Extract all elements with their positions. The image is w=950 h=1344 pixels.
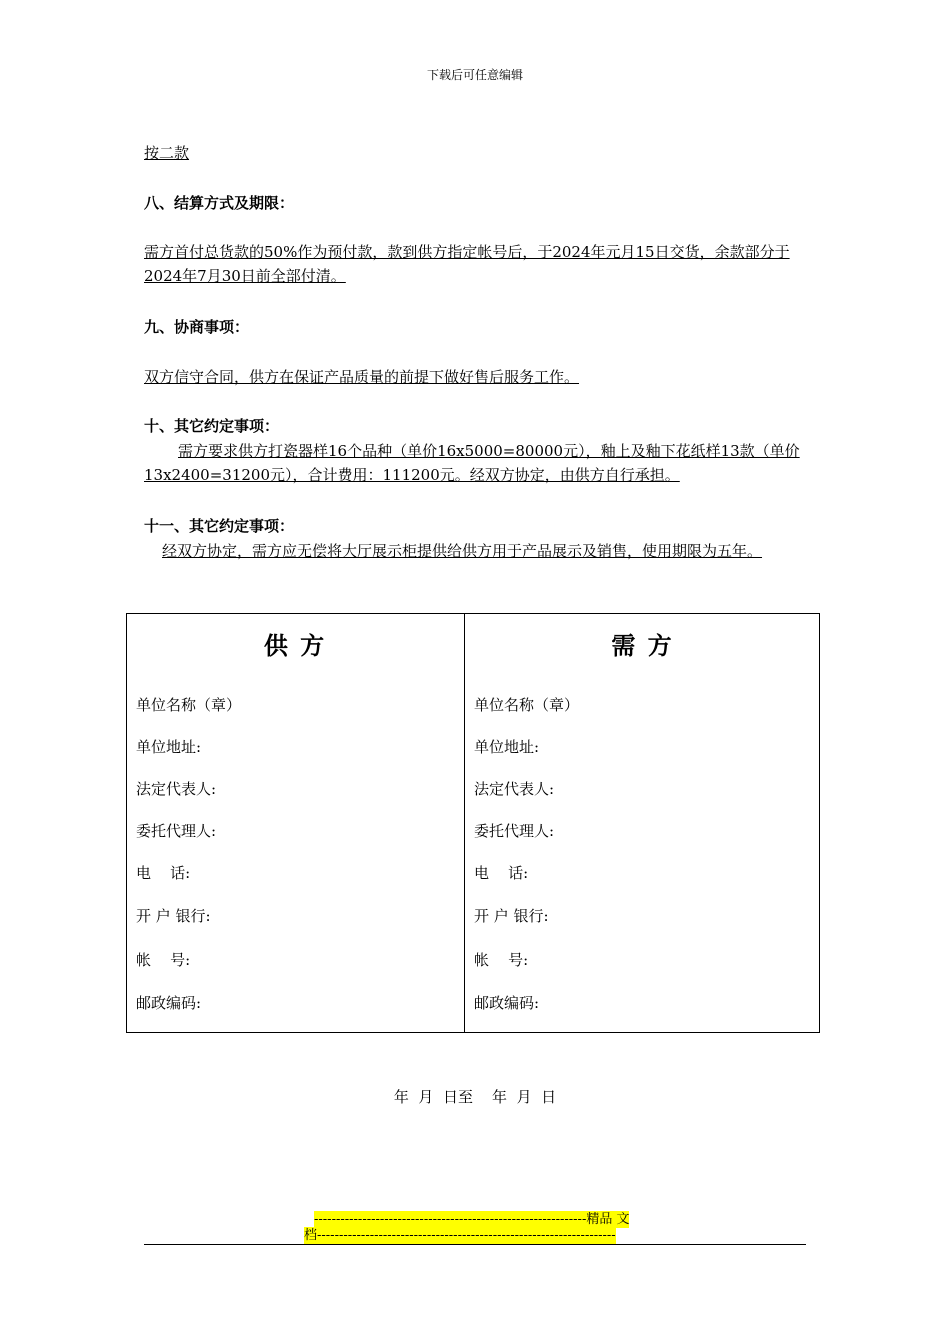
supplier-field-legal-rep: 法定代表人: (136, 780, 217, 798)
buyer-field-account: 帐 号: (474, 951, 529, 969)
page-header: 下载后可任意编辑 (426, 68, 523, 82)
table-column-divider (464, 613, 465, 1033)
supplier-heading: 供 方 (263, 631, 327, 660)
signature-table (126, 613, 820, 1033)
supplier-field-phone: 电 话: (136, 864, 191, 882)
supplier-field-bank: 开 户 银行: (136, 907, 211, 925)
buyer-field-legal-rep: 法定代表人: (474, 780, 555, 798)
section-8-body: 需方首付总货款的50%作为预付款，款到供方指定帐号后，于2024年元月15日交货，余款部分于2024年7月30日前全部付清。 (144, 243, 790, 285)
section-9-body: 双方信守合同，供方在保证产品质量的前提下做好售后服务工作。 (144, 368, 580, 386)
section-10-body: 需方要求供方打瓷器样16个品种（单价16x5000=80000元），釉上及釉下花纸样13款（单价13x2400=31200元），合计费用：111200元。经双方协定，由供方自行承担。 (144, 442, 800, 484)
section-10-title: 十、其它约定事项： (144, 417, 280, 435)
contract-date-range: 年 月 日至 年 月 日 (393, 1088, 557, 1106)
section-11-title: 十一、其它约定事项： (144, 517, 295, 535)
supplier-field-agent: 委托代理人: (136, 822, 217, 840)
buyer-field-bank: 开 户 银行: (474, 907, 549, 925)
buyer-field-agent: 委托代理人: (474, 822, 555, 840)
footer-rule (144, 1244, 806, 1245)
buyer-heading: 需 方 (611, 631, 674, 660)
footer-watermark-line-2: 档-------------------------------------------------------------------- (304, 1228, 616, 1243)
supplier-field-address: 单位地址: (136, 738, 202, 756)
previous-section-tail: 按二款 (144, 144, 190, 162)
buyer-field-postcode: 邮政编码: (474, 994, 540, 1012)
section-9-title: 九、协商事项： (144, 318, 250, 336)
footer-watermark-line-1: --------------------------------------------------------------精品 文 (314, 1212, 630, 1227)
supplier-field-account: 帐 号: (136, 951, 191, 969)
buyer-field-company: 单位名称（章） (474, 696, 580, 714)
buyer-field-phone: 电 话: (474, 864, 529, 882)
supplier-field-postcode: 邮政编码: (136, 994, 202, 1012)
section-8-title: 八、结算方式及期限： (144, 194, 295, 212)
section-11-body: 经双方协定，需方应无偿将大厅展示柜提供给供方用于产品展示及销售，使用期限为五年。 (162, 542, 763, 560)
supplier-field-company: 单位名称（章） (136, 696, 242, 714)
buyer-field-address: 单位地址: (474, 738, 540, 756)
